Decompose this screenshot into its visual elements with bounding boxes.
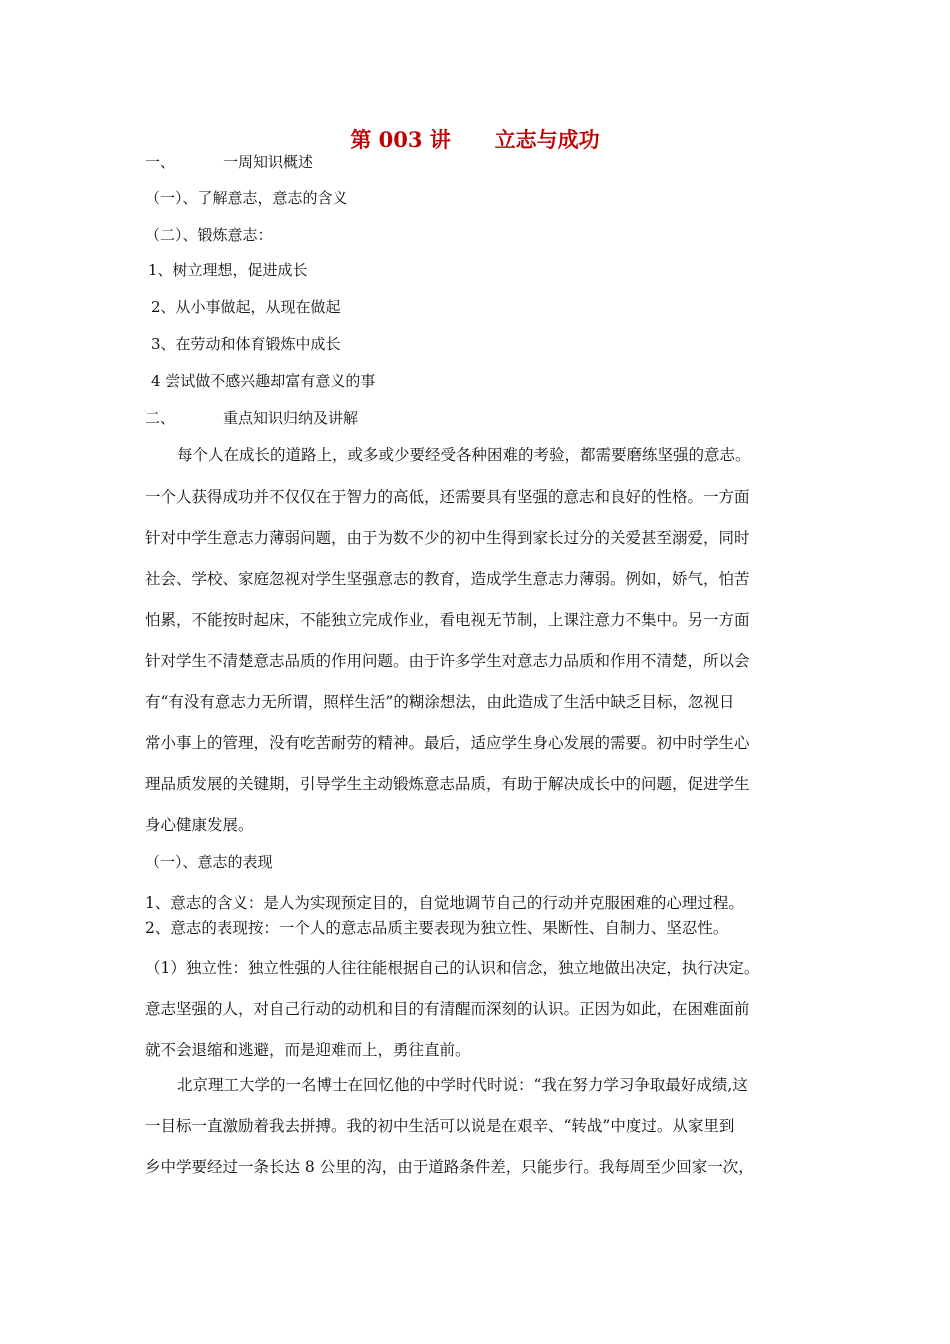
section-title: 一周知识概述 [223, 153, 314, 171]
paragraph-line: 针对中学生意志力薄弱问题，由于为数不少的初中生得到家长过分的关爱甚至溺爱，同时 [145, 529, 750, 547]
outline-item: （一）、了解意志，意志的含义 [145, 189, 348, 207]
paragraph-line: 就不会退缩和逃避，而是迎难而上，勇往直前。 [145, 1041, 471, 1059]
paragraph-line: 一个人获得成功并不仅仅在于智力的高低，还需要具有坚强的意志和良好的性格。一方面 [145, 488, 750, 506]
paragraph-line: 身心健康发展。 [145, 816, 254, 834]
outline-subitem: 2、从小事做起，从现在做起 [151, 298, 341, 316]
definition-line: 1、意志的含义：是人为实现预定目的，自觉地调节自己的行动并克服困难的心理过程。 [145, 894, 744, 912]
section-title: 重点知识归纳及讲解 [223, 409, 359, 427]
paragraph-line: 有“有没有意志力无所谓，照样生活”的糊涂想法，由此造成了生活中缺乏目标，忽视日 [145, 693, 735, 711]
paragraph-line: 意志坚强的人，对自己行动的动机和目的有清醒而深刻的认识。正因为如此，在困难面前 [145, 1000, 750, 1018]
outline-subitem: 4 尝试做不感兴趣却富有意义的事 [151, 372, 376, 390]
paragraph-line: 社会、学校、家庭忽视对学生坚强意志的教育，造成学生意志力薄弱。例如，娇气，怕苦 [145, 570, 750, 588]
paragraph-line: 乡中学要经过一条长达 8 公里的沟，由于道路条件差，只能步行。我每周至少回家一次， [145, 1158, 754, 1176]
outline-subitem: 1、树立理想，促进成长 [148, 261, 308, 279]
section-heading-1 [145, 152, 313, 172]
paragraph-line: 常小事上的管理，没有吃苦耐劳的精神。最后，适应学生身心发展的需要。初中时学生心 [145, 734, 750, 752]
paragraph-line: （1）独立性：独立性强的人往往能根据自己的认识和信念，独立地做出决定，执行决定。 [145, 959, 760, 977]
section-number: 二、 [145, 409, 176, 427]
outline-item: （二）、锻炼意志： [145, 226, 273, 244]
definition-line: 2、意志的表现按：一个人的意志品质主要表现为独立性、果断性、自制力、坚忍性。 [145, 919, 729, 937]
paragraph-line: 理品质发展的关键期，引导学生主动锻炼意志品质，有助于解决成长中的问题，促进学生 [145, 775, 750, 793]
paragraph-line: 怕累，不能按时起床，不能独立完成作业，看电视无节制，上课注意力不集中。另一方面 [145, 611, 750, 629]
outline-subitem: 3、在劳动和体育锻炼中成长 [151, 335, 341, 353]
section-heading-2 [145, 408, 358, 428]
paragraph-line: 一目标一直激励着我去拼搏。我的初中生活可以说是在艰辛、“转战”中度过。从家里到 [145, 1117, 735, 1135]
paragraph-line: 每个人在成长的道路上，或多或少要经受各种困难的考验，都需要磨练坚强的意志。 [177, 446, 751, 464]
section-number: 一、 [145, 153, 176, 171]
paragraph-line: 北京理工大学的一名博士在回忆他的中学时代时说：“我在努力学习争取最好成绩,这 [177, 1076, 748, 1094]
paragraph-line: 针对学生不清楚意志品质的作用问题。由于许多学生对意志力品质和作用不清楚，所以会 [145, 652, 750, 670]
page-title: 第 003 讲 立志与成功 [350, 127, 600, 152]
subsection-heading: （一）、意志的表现 [145, 853, 273, 871]
